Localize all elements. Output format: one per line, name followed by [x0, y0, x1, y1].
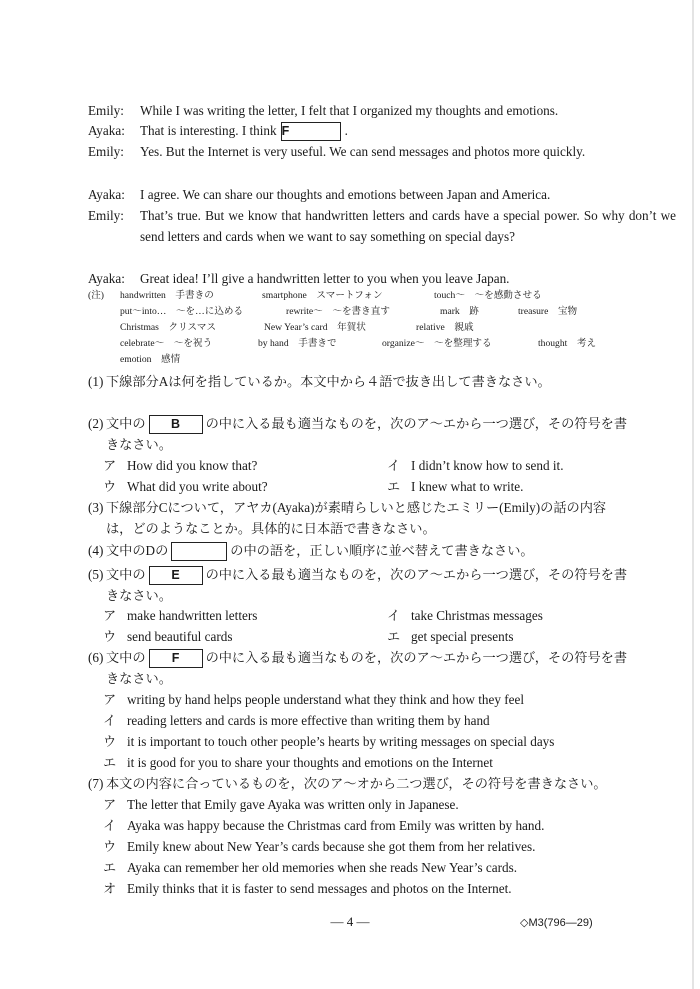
note-item: treasure 宝物 — [518, 306, 578, 317]
choice-u: ウ Emily knew about New Year’s cards because she got them from her relatives. — [103, 839, 536, 854]
choice-a: ア writing by hand helps people understand what they think and how they feel — [103, 692, 524, 707]
choice-i: イ take Christmas messages — [387, 608, 543, 623]
choice-e: エ Ayaka can remember her old memories when she reads New Year’s cards. — [103, 860, 518, 875]
page-edge — [692, 0, 694, 989]
notes-label: (注) — [88, 290, 104, 301]
note-item: thought 考え — [538, 338, 597, 349]
question-number: (6) — [88, 650, 104, 665]
question-number: (7) — [88, 776, 104, 791]
line-text — [140, 120, 676, 141]
choice-o: オ Emily thinks that it is faster to send messages and photos on the Internet. — [103, 881, 512, 896]
line-text: Great idea! I’ll give a handwritten letter to you when you leave Japan. — [140, 271, 510, 286]
choice-i: イ Ayaka was happy because the Christmas card from Emily was written by hand. — [103, 818, 545, 833]
question-number: (3) — [88, 500, 104, 515]
note-item: touch～ ～を感動させる — [434, 290, 542, 301]
choice-e: エ get special presents — [387, 629, 514, 644]
note-item: Christmas クリスマス — [120, 322, 217, 333]
speaker: Ayaka: — [88, 271, 125, 286]
question-number: (5) — [88, 567, 104, 582]
speaker: Emily: — [88, 144, 124, 159]
question-text: 下線部分Cについて，アヤカ(Ayaka)が素晴らしいと感じたエミリー(Emily)の話の内容は，どのようなことか。具体的に日本語で書きなさい。 — [106, 500, 607, 536]
question-number: (2) — [88, 416, 104, 431]
note-item: New Year’s card 年賀状 — [264, 322, 366, 333]
question-text: 文中の E の中に入る最も適当なものを，次のア～エから一つ選び，その符号を書きなさい。 — [106, 567, 628, 604]
choice-i: イ I didn’t know how to send it. — [387, 458, 564, 473]
note-item: by hand 手書きで — [258, 338, 337, 349]
blank-box-f: F — [281, 122, 341, 141]
choice-a: ア The letter that Emily gave Ayaka was written only in Japanese. — [103, 797, 459, 812]
question-text: 文中の F の中に入る最も適当なものを，次のア～エから一つ選び，その符号を書きなさい。 — [106, 650, 628, 687]
note-item: relative 親戚 — [416, 322, 474, 333]
choice-u: ウ send beautiful cards — [103, 629, 233, 644]
question-number: (4) — [88, 543, 104, 558]
question-text: 文中のDの の中の語を，正しい順序に並べ替えて書きなさい。 — [106, 540, 628, 561]
choice-u: ウ What did you write about? — [103, 479, 268, 494]
blank-box-e: E — [149, 566, 203, 585]
blank-box-d — [171, 542, 227, 561]
page-number: — 4 — — [330, 914, 370, 929]
line-text-before: That is interesting. I think — [140, 123, 277, 138]
choice-a: ア How did you know that? — [103, 458, 258, 473]
question-number: (1) — [88, 374, 104, 389]
speaker: Emily: — [88, 208, 124, 223]
blank-box-f: F — [149, 649, 203, 668]
choice-e: エ it is good for you to share your thoughts and emotions on the Internet — [103, 755, 493, 770]
choice-a: ア make handwritten letters — [103, 608, 258, 623]
line-text: Yes. But the Internet is very useful. We can send messages and photos more quickly. — [140, 144, 586, 159]
note-item: mark 跡 — [440, 306, 479, 317]
line-text: That’s true. But we know that handwritten letters and cards have a special power. So why don’t we send letters and cards when we want to say something on special days? — [140, 208, 676, 244]
line-text: I agree. We can share our thoughts and emotions between Japan and America. — [140, 187, 551, 202]
note-item: celebrate～ ～を祝う — [120, 338, 213, 349]
choice-u: ウ it is important to touch other people’s hearts by writing messages on special days — [103, 734, 555, 749]
note-item: rewrite～ ～を書き直す — [286, 306, 390, 317]
note-item: organize～ ～を整理する — [382, 338, 492, 349]
speaker: Ayaka: — [88, 123, 125, 138]
exam-code: ◇M3(796—29) — [520, 917, 593, 929]
line-text-after: . — [344, 123, 348, 138]
note-item: handwritten 手書きの — [120, 290, 214, 301]
speaker: Emily: — [88, 103, 124, 118]
question-text: 文中の B の中に入る最も適当なものを，次のア～エから一つ選び，その符号を書きなさい。 — [106, 416, 628, 453]
choice-e: エ I knew what to write. — [387, 479, 524, 494]
blank-box-b: B — [149, 415, 203, 434]
question-text: 本文の内容に合っているものを，次のア～オから二つ選び，その符号を書きなさい。 — [106, 776, 607, 791]
choice-i: イ reading letters and cards is more effective than writing them by hand — [103, 713, 490, 728]
note-item: put～into… ～を…に込める — [120, 306, 244, 317]
speaker: Ayaka: — [88, 187, 125, 202]
question-text: 下線部分Aは何を指しているか。本文中から４語で抜き出して書きなさい。 — [106, 374, 551, 389]
note-item: smartphone スマートフォン — [262, 290, 383, 301]
note-item: emotion 感情 — [120, 354, 181, 365]
line-text: While I was writing the letter, I felt that I organized my thoughts and emotions. — [140, 103, 559, 118]
